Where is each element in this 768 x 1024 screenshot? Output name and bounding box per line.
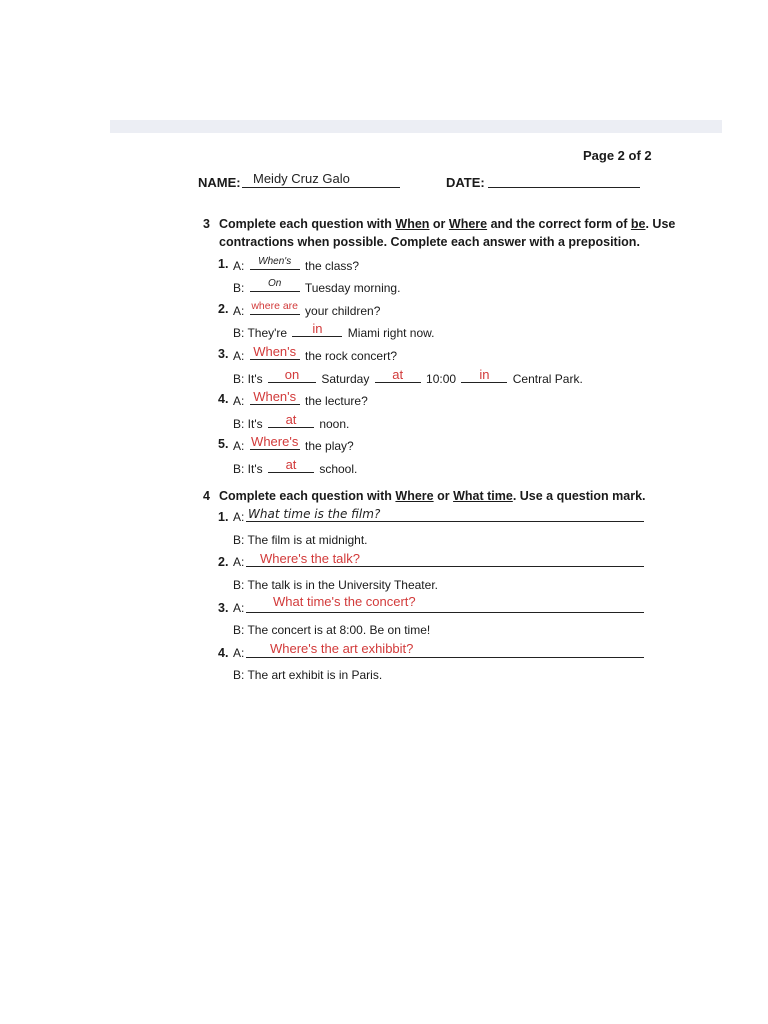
name-value: Meidy Cruz Galo xyxy=(253,171,350,186)
ex4-item1-a-line xyxy=(246,521,644,522)
ex3-item3-a: A: When's the rock concert? xyxy=(233,344,398,363)
ex4-item4-a-label: A: xyxy=(233,646,245,660)
ex4-item3-a-label: A: xyxy=(233,601,245,615)
ex4-item4-a-line xyxy=(246,657,644,658)
ex3-item2-a: A: where are your children? xyxy=(233,300,381,318)
ex4-item2-a-line xyxy=(246,566,644,567)
date-line xyxy=(488,187,640,188)
ex4-item1-number: 1. xyxy=(218,510,229,524)
ex3-item1-a-answer: When's xyxy=(258,256,292,267)
ex4-item1-b: B: The film is at midnight. xyxy=(233,533,368,547)
ex3-instructions-line1: Complete each question with When or Where and the correct form of be. Use xyxy=(219,217,676,231)
ex4-item3-a-answer: What time's the concert? xyxy=(273,594,416,609)
ex3-item3-b-answer2: at xyxy=(392,367,404,382)
ex4-item4-b: B: The art exhibit is in Paris. xyxy=(233,668,383,682)
ex3-item1-number: 1. xyxy=(218,257,229,271)
ex3-item3-b: B: It's on Saturday at 10:00 in Central Park. xyxy=(233,367,583,386)
ex3-item3-b-answer3: in xyxy=(479,367,490,382)
ex3-item1-b: B: On Tuesday morning. xyxy=(233,278,401,295)
name-label: NAME: xyxy=(198,175,241,190)
ex3-item5-a: A: Where's the play? xyxy=(233,434,354,453)
date-label: DATE: xyxy=(446,175,485,190)
ex3-item5-number: 5. xyxy=(218,437,229,451)
ex3-number: 3 xyxy=(203,217,210,231)
ex4-instructions: Complete each question with Where or What time. Use a question mark. xyxy=(219,489,646,503)
ex3-item4-a: A: When's the lecture? xyxy=(233,389,368,408)
ex3-item5-a-answer: Where's xyxy=(251,434,299,449)
ex3-item2-b-answer: in xyxy=(312,321,323,336)
ex4-item3-a-line xyxy=(246,612,644,613)
ex3-item4-b: B: It's at noon. xyxy=(233,412,350,431)
ex4-item4-a-answer: Where's the art exhibbit? xyxy=(270,641,414,656)
page-number: Page 2 of 2 xyxy=(583,148,652,163)
ex3-item5-b-answer: at xyxy=(285,457,297,472)
ex4-item3-number: 3. xyxy=(218,601,229,615)
ex3-item3-number: 3. xyxy=(218,347,229,361)
ex4-item2-b: B: The talk is in the University Theater. xyxy=(233,578,438,592)
ex4-item3-b: B: The concert is at 8:00. Be on time! xyxy=(233,623,431,637)
ex4-item1-a-label: A: xyxy=(233,510,245,524)
ex3-item2-number: 2. xyxy=(218,302,229,316)
ex4-number: 4 xyxy=(203,489,210,503)
ex3-item4-a-answer: When's xyxy=(253,389,297,404)
ex3-item2-a-answer: where are xyxy=(251,300,299,312)
ex4-item2-a-label: A: xyxy=(233,555,245,569)
ex3-item4-number: 4. xyxy=(218,392,229,406)
ex3-item3-b-answer1: on xyxy=(284,367,300,382)
ex3-item1-b-answer: On xyxy=(268,278,282,289)
ex3-item2-b: B: They're in Miami right now. xyxy=(233,321,435,340)
ex3-item4-b-answer: at xyxy=(285,412,297,427)
top-strip xyxy=(110,120,722,133)
ex4-item2-a-answer: Where's the talk? xyxy=(260,551,361,566)
ex4-item2-number: 2. xyxy=(218,555,229,569)
ex4-item1-a-answer: What time is the film? xyxy=(248,507,381,521)
ex3-instructions-line2: contractions when possible. Complete each answer with a preposition. xyxy=(219,235,640,249)
ex4-item4-number: 4. xyxy=(218,646,229,660)
ex3-item3-a-answer: When's xyxy=(253,344,297,359)
name-line xyxy=(242,187,400,188)
ex3-item1-a: A: When's the class? xyxy=(233,256,360,273)
ex3-item5-b: B: It's at school. xyxy=(233,457,358,476)
